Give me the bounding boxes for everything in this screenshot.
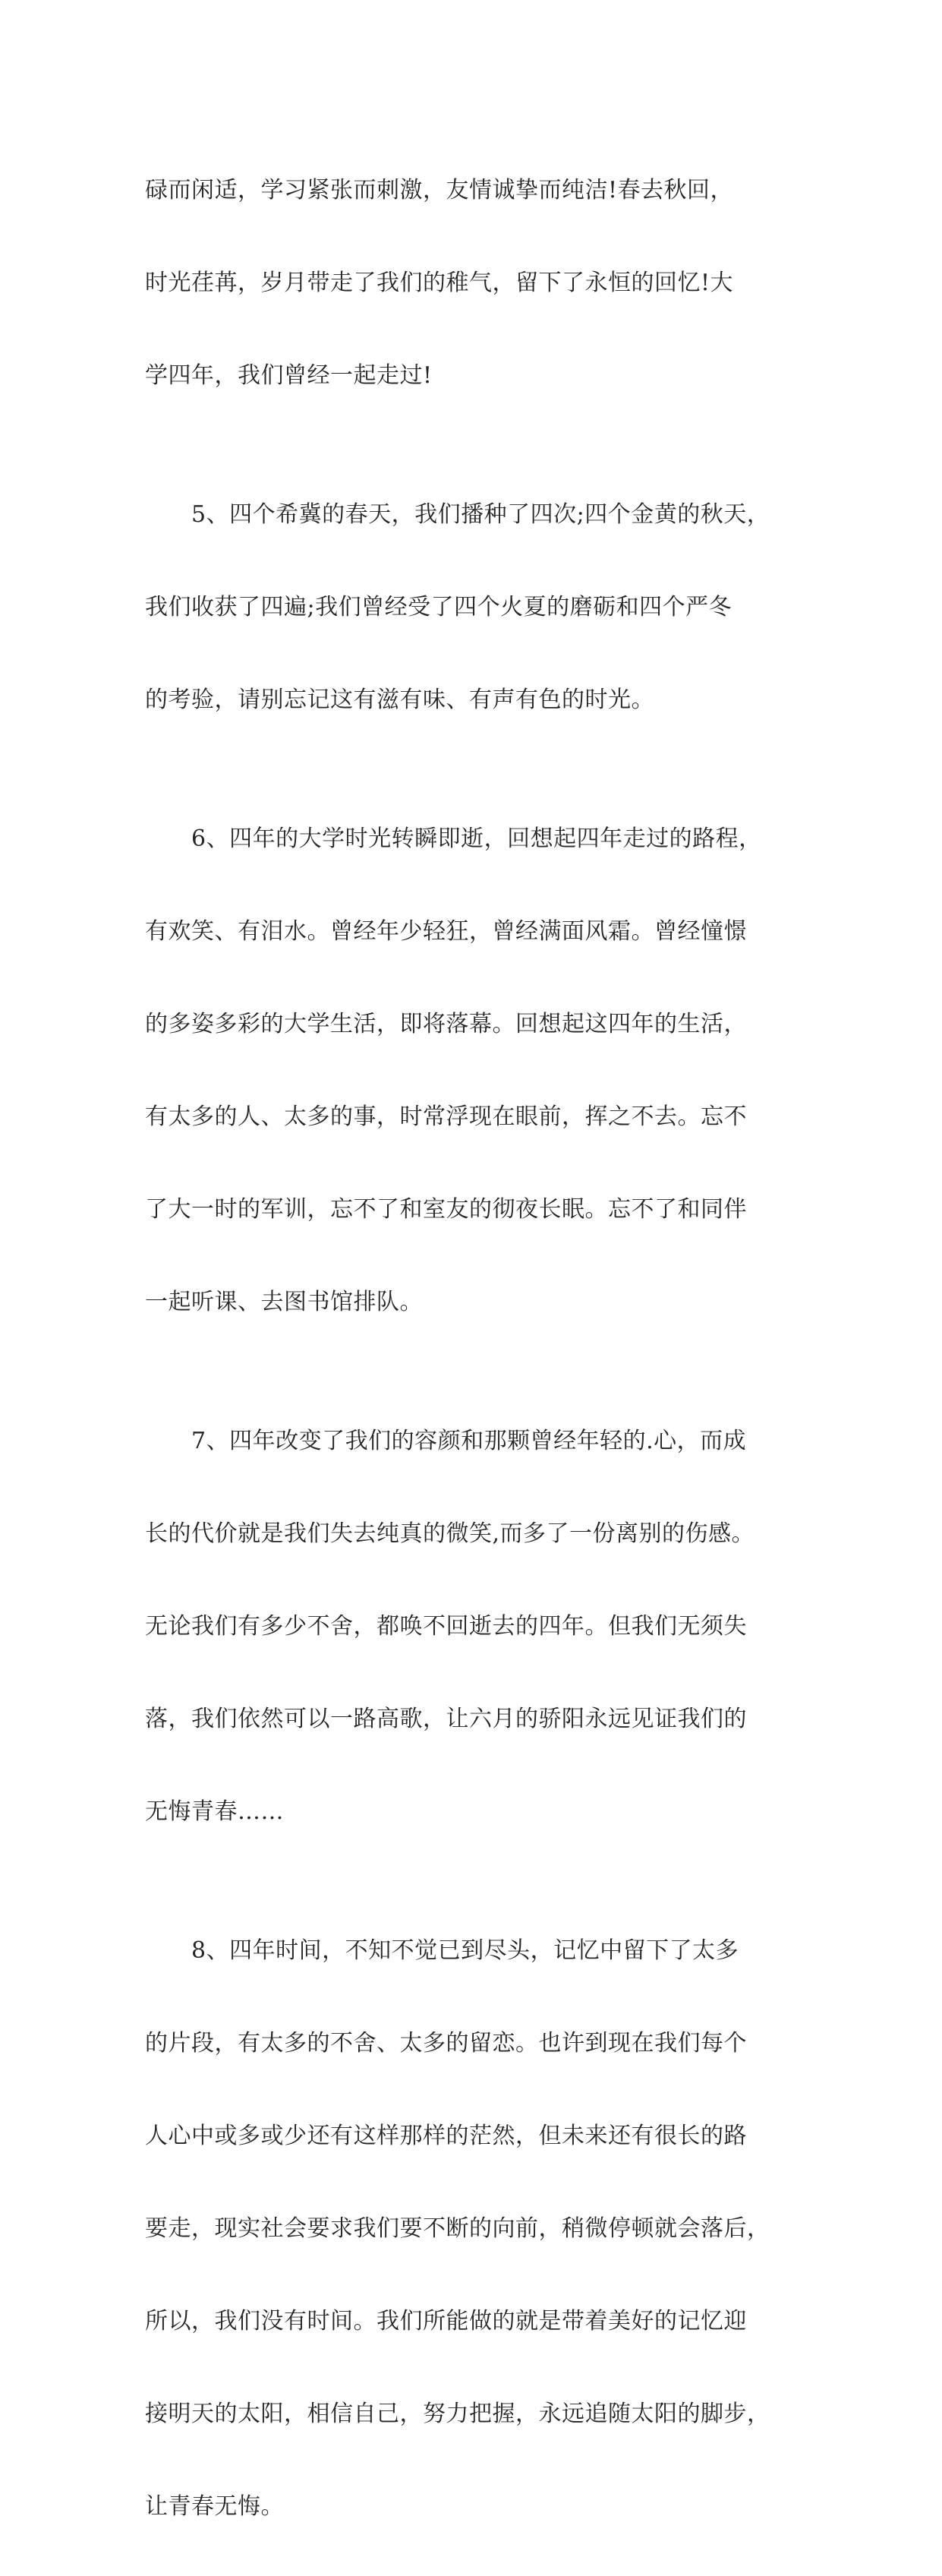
paragraph-continuation	[145, 121, 804, 445]
text-line: 8、四年时间，不知不觉已到尽头，记忆中留下了太多	[191, 1937, 739, 1964]
paragraph-6	[145, 769, 804, 1372]
text-line: 6、四年的大学时光转瞬即逝，回想起四年走过的路程，	[191, 826, 762, 852]
text-line: 的考验，请别忘记这有滋有味、有声有色的时光。	[145, 687, 654, 713]
text-line: 一起听课、去图书馆排队。	[145, 1289, 423, 1315]
text-line: 我们收获了四遍;我们曾经受了四个火夏的磨砺和四个严冬	[145, 594, 732, 620]
text-line: 时光荏苒，岁月带走了我们的稚气，留下了永恒的回忆!大	[145, 270, 734, 296]
text-line: 5、四个希冀的春天，我们播种了四次;四个金黄的秋天，	[191, 501, 770, 528]
text-line: 接明天的太阳，相信自己，努力把握，永远追随太阳的脚步，	[145, 2401, 770, 2427]
text-line: 长的代价就是我们失去纯真的微笑,而多了一份离别的伤感。	[145, 1520, 755, 1547]
text-line: 的多姿多彩的大学生活，即将落幕。回想起这四年的生活，	[145, 1011, 747, 1037]
text-line: 的片段，有太多的不舍、太多的留恋。也许到现在我们每个	[145, 2030, 747, 2057]
paragraph-7	[145, 1372, 804, 1881]
text-line: 人心中或多或少还有这样那样的茫然，但未来还有很长的路	[145, 2123, 747, 2149]
paragraph-8	[145, 1881, 804, 2576]
paragraph-5	[145, 445, 804, 769]
text-line: 要走，现实社会要求我们要不断的向前，稍微停顿就会落后，	[145, 2215, 770, 2242]
text-line: 所以，我们没有时间。我们所能做的就是带着美好的记忆迎	[145, 2308, 747, 2334]
text-line: 无悔青春……	[145, 1798, 284, 1825]
text-line: 落，我们依然可以一路高歌，让六月的骄阳永远见证我们的	[145, 1706, 747, 1732]
text-line: 学四年，我们曾经一起走过!	[145, 362, 433, 389]
text-line: 有欢笑、有泪水。曾经年少轻狂，曾经满面风霜。曾经憧憬	[145, 918, 747, 945]
text-line: 了大一时的军训，忘不了和室友的彻夜长眠。忘不了和同伴	[145, 1196, 747, 1223]
text-line: 7、四年改变了我们的容颜和那颗曾经年轻的.心，而成	[191, 1428, 747, 1454]
text-line: 碌而闲适，学习紧张而刺激，友情诚挚而纯洁!春去秋回，	[145, 177, 734, 204]
document-body	[145, 121, 804, 2576]
text-line: 有太多的人、太多的事，时常浮现在眼前，挥之不去。忘不	[145, 1103, 747, 1130]
text-line: 无论我们有多少不舍，都唤不回逝去的四年。但我们无须失	[145, 1613, 747, 1640]
text-line: 让青春无悔。	[145, 2493, 284, 2520]
